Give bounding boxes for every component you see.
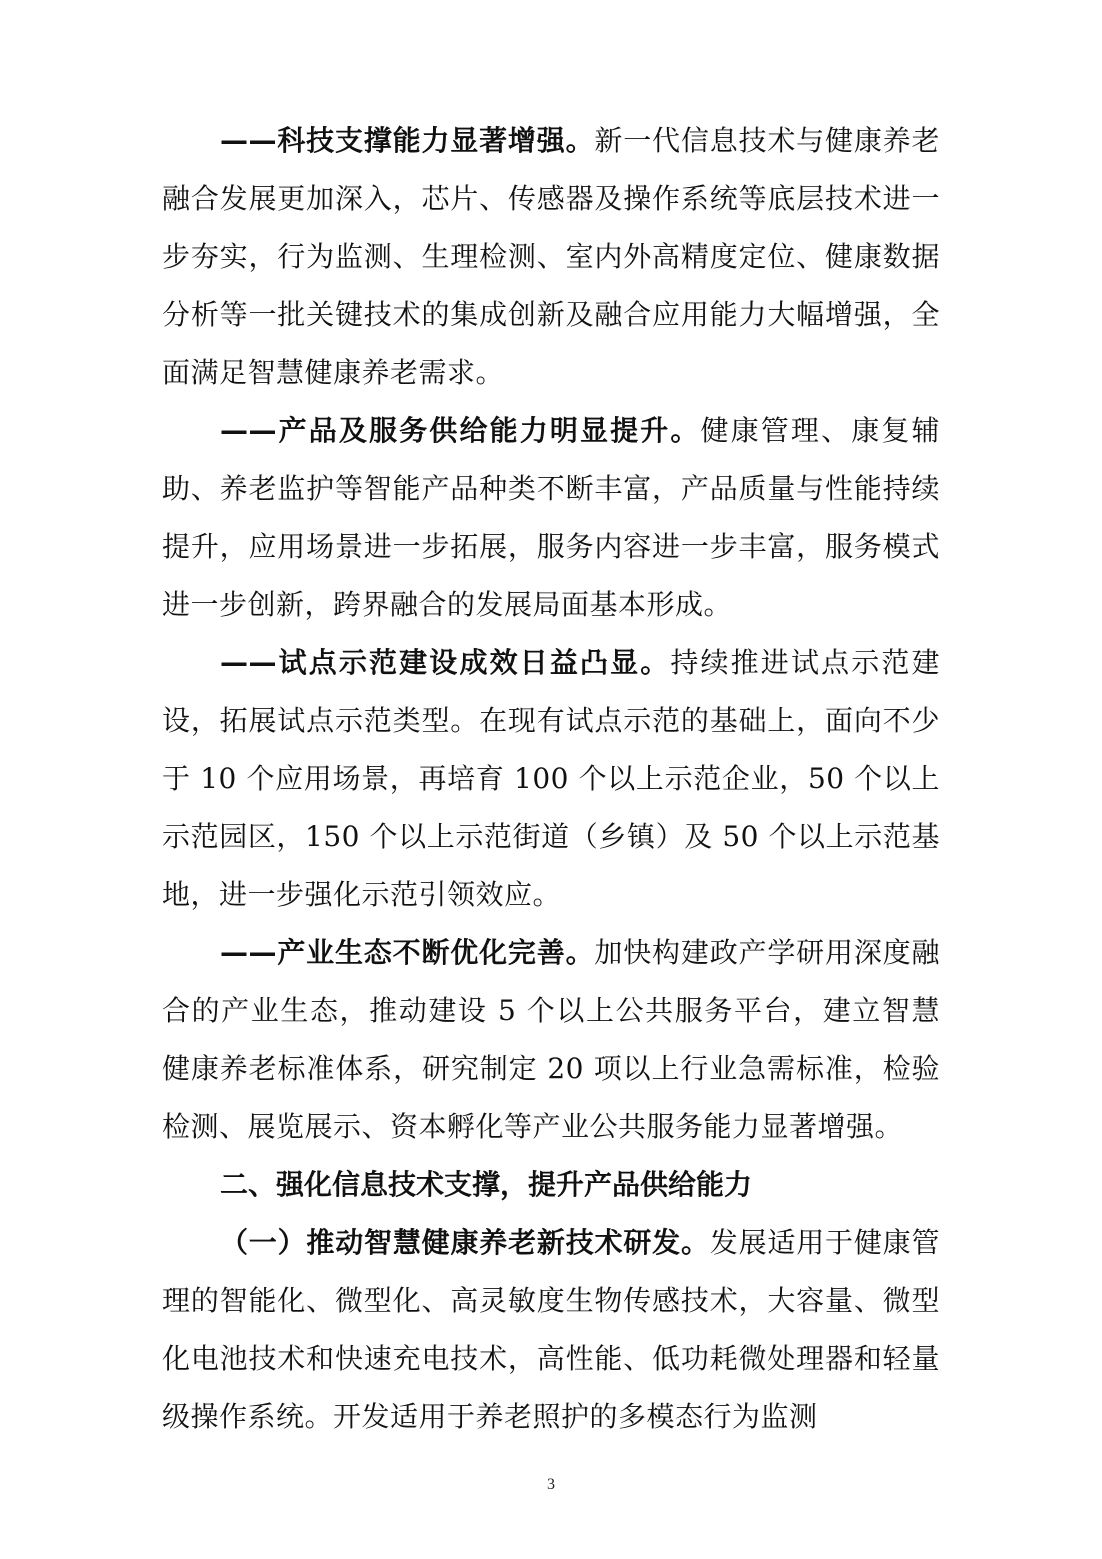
subsection-paragraph	[162, 1214, 940, 1446]
paragraph-lead: ——科技支撑能力显著增强。	[220, 124, 595, 157]
paragraph-product-supply	[162, 402, 940, 634]
page-number: 3	[547, 1476, 555, 1493]
paragraph-lead: ——试点示范建设成效日益凸显。	[220, 646, 671, 679]
paragraph-tech-support	[162, 112, 940, 402]
section-heading: 二、强化信息技术支撑，提升产品供给能力	[220, 1168, 753, 1201]
paragraph-text: 健康管理、康复辅助、养老监护等智能产品种类不断丰富，产品质量与性能持续提升，应用场景进一步拓展，服务内容进一步丰富，服务模式进一步创新，跨界融合的发展局面基本形成。	[162, 414, 940, 621]
paragraph-industry-ecology	[162, 924, 940, 1156]
paragraph-text: 新一代信息技术与健康养老融合发展更加深入，芯片、传感器及操作系统等底层技术进一步夯实，行为监测、生理检测、室内外高精度定位、健康数据分析等一批关键技术的集成创新及融合应用能力大幅增强，全面满足智慧健康养老需求。	[162, 124, 940, 389]
paragraph-text: 持续推进试点示范建设，拓展试点示范类型。在现有试点示范的基础上，面向不少于 10 个应用场景，再培育 100 个以上示范企业，50 个以上示范园区，150 个以上示范街道（乡镇）及 50 个以上示范基地，进一步强化示范引领效应。	[162, 646, 940, 911]
document-body	[162, 112, 940, 1446]
paragraph-text: 加快构建政产学研用深度融合的产业生态，推动建设 5 个以上公共服务平台，建立智慧健康养老标准体系，研究制定 20 项以上行业急需标准，检验检测、展览展示、资本孵化等产业公共服务能力显著增强。	[162, 936, 940, 1143]
paragraph-pilot-demo	[162, 634, 940, 924]
subsection-lead: （一）推动智慧健康养老新技术研发。	[220, 1226, 710, 1259]
subsection-text: 发展适用于健康管理的智能化、微型化、高灵敏度生物传感技术，大容量、微型化电池技术和快速充电技术，高性能、低功耗微处理器和轻量级操作系统。开发适用于养老照护的多模态行为监测	[162, 1226, 940, 1433]
paragraph-lead: ——产品及服务供给能力明显提升。	[220, 414, 701, 447]
paragraph-lead: ——产业生态不断优化完善。	[220, 936, 595, 969]
